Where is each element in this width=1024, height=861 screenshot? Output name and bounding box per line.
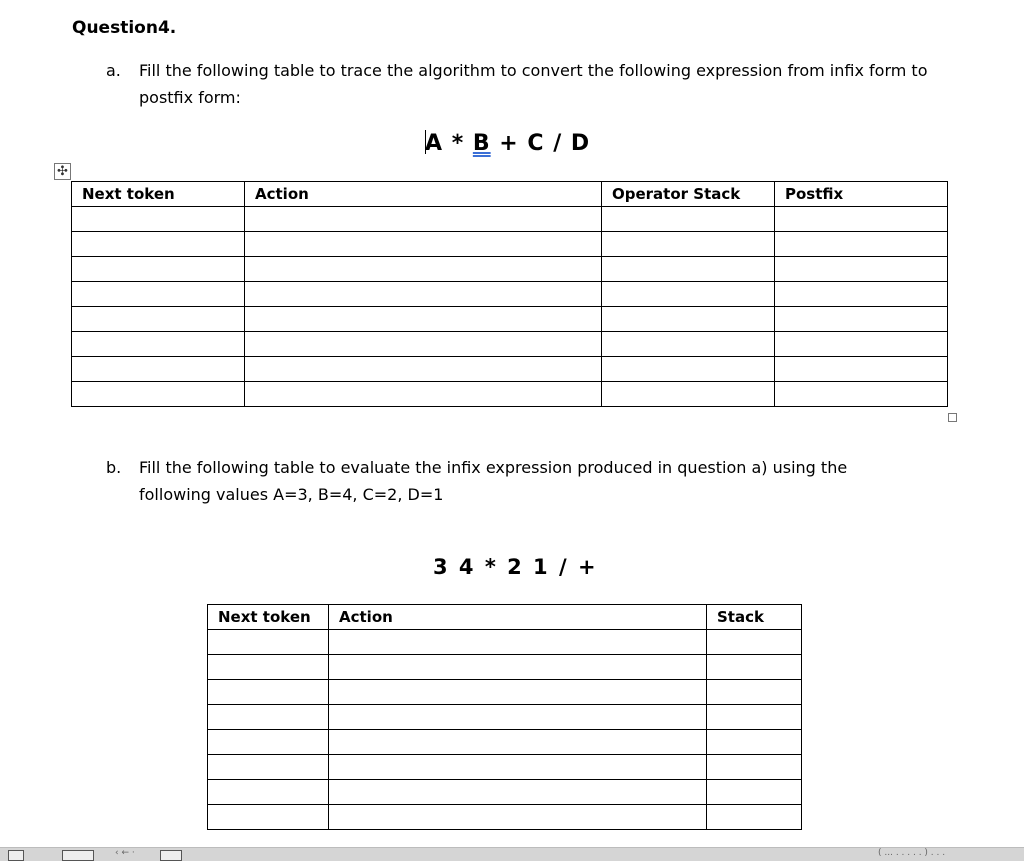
table-cell[interactable]	[72, 307, 245, 332]
table-row	[208, 755, 802, 780]
status-bar	[0, 847, 1024, 861]
table-row	[208, 780, 802, 805]
table-cell[interactable]	[329, 630, 707, 655]
table-cell[interactable]	[602, 232, 775, 257]
table-cell[interactable]	[72, 282, 245, 307]
table-cell[interactable]	[72, 207, 245, 232]
table-row	[72, 232, 948, 257]
resize-icon[interactable]	[948, 413, 957, 422]
table-row	[72, 357, 948, 382]
status-right-text: ( ... . . . . . ) . . .	[878, 848, 946, 858]
header-action: Action	[329, 605, 707, 630]
table-row	[208, 805, 802, 830]
table-cell[interactable]	[208, 730, 329, 755]
table-cell[interactable]	[707, 805, 802, 830]
table-cell[interactable]	[245, 332, 602, 357]
table-row	[72, 307, 948, 332]
table-cell[interactable]	[245, 382, 602, 407]
table-header-row	[72, 182, 948, 207]
table-cell[interactable]	[208, 755, 329, 780]
question-title: Question4.	[72, 18, 177, 38]
table-cell[interactable]	[775, 257, 948, 282]
table-cell[interactable]	[72, 232, 245, 257]
table-cell[interactable]	[245, 357, 602, 382]
table-cell[interactable]	[707, 730, 802, 755]
table-cell[interactable]	[775, 207, 948, 232]
table-cell[interactable]	[775, 382, 948, 407]
web-layout-icon[interactable]	[62, 850, 94, 861]
table-cell[interactable]	[602, 382, 775, 407]
table-cell[interactable]	[329, 655, 707, 680]
table-cell[interactable]	[602, 257, 775, 282]
part-a-instructions: Fill the following table to trace the algorithm to convert the following expression from infix form to postfix form:	[139, 61, 928, 107]
table-cell[interactable]	[602, 282, 775, 307]
table-cell[interactable]	[602, 207, 775, 232]
table-row	[72, 207, 948, 232]
infix-to-postfix-table	[71, 181, 948, 407]
table-cell[interactable]	[329, 730, 707, 755]
table-cell[interactable]	[707, 755, 802, 780]
table-cell[interactable]	[707, 630, 802, 655]
part-b-expression: 3 4 * 2 1 / +	[433, 555, 598, 579]
table-cell[interactable]	[329, 680, 707, 705]
table-cell[interactable]	[208, 780, 329, 805]
table-cell[interactable]	[245, 257, 602, 282]
table-cell[interactable]	[72, 357, 245, 382]
part-b-instructions: Fill the following table to evaluate the infix expression produced in question a) using the following values A=3, B=4, C=2, D=1	[139, 458, 848, 504]
table-cell[interactable]	[707, 680, 802, 705]
table-row	[208, 705, 802, 730]
table-cell[interactable]	[329, 755, 707, 780]
table-cell[interactable]	[775, 332, 948, 357]
table-cell[interactable]	[245, 232, 602, 257]
table-cell[interactable]	[775, 307, 948, 332]
table-cell[interactable]	[329, 805, 707, 830]
table-cell[interactable]	[775, 357, 948, 382]
postfix-evaluation-table	[207, 604, 802, 830]
table-cell[interactable]	[775, 232, 948, 257]
header-action: Action	[245, 182, 602, 207]
table-cell[interactable]	[245, 282, 602, 307]
move-icon[interactable]: ✣	[54, 163, 71, 180]
table-cell[interactable]	[329, 705, 707, 730]
header-operator-stack: Operator Stack	[602, 182, 775, 207]
table-row	[208, 680, 802, 705]
table-cell[interactable]	[329, 780, 707, 805]
table-header-row	[208, 605, 802, 630]
expr-token-rest: + C / D	[490, 131, 591, 156]
table-cell[interactable]	[707, 655, 802, 680]
print-layout-icon[interactable]	[8, 850, 24, 861]
table-row	[72, 282, 948, 307]
status-left-text: ‹ ← ·	[115, 848, 135, 858]
table-cell[interactable]	[707, 780, 802, 805]
part-b-label: b.	[106, 458, 122, 477]
table-cell[interactable]	[208, 805, 329, 830]
part-a-label: a.	[106, 61, 121, 80]
table-row	[208, 730, 802, 755]
expr-token-a: A	[425, 131, 444, 156]
table-row	[72, 257, 948, 282]
table-cell[interactable]	[602, 357, 775, 382]
table-cell[interactable]	[208, 630, 329, 655]
expr-token-op1: *	[443, 131, 473, 156]
header-next-token: Next token	[72, 182, 245, 207]
table-cell[interactable]	[775, 282, 948, 307]
table-row	[208, 630, 802, 655]
table-cell[interactable]	[707, 705, 802, 730]
table-row	[208, 655, 802, 680]
table-cell[interactable]	[245, 307, 602, 332]
focus-mode-icon[interactable]	[160, 850, 182, 861]
expr-token-b: B	[472, 131, 491, 156]
table-cell[interactable]	[72, 382, 245, 407]
table-cell[interactable]	[208, 655, 329, 680]
header-next-token: Next token	[208, 605, 329, 630]
table-cell[interactable]	[602, 332, 775, 357]
header-stack: Stack	[707, 605, 802, 630]
table-cell[interactable]	[245, 207, 602, 232]
table-cell[interactable]	[72, 257, 245, 282]
table-cell[interactable]	[208, 705, 329, 730]
table-cell[interactable]	[72, 332, 245, 357]
part-a-expression	[425, 130, 590, 156]
table-row	[72, 382, 948, 407]
header-postfix: Postfix	[775, 182, 948, 207]
table-cell[interactable]	[602, 307, 775, 332]
table-row	[72, 332, 948, 357]
table-cell[interactable]	[208, 680, 329, 705]
